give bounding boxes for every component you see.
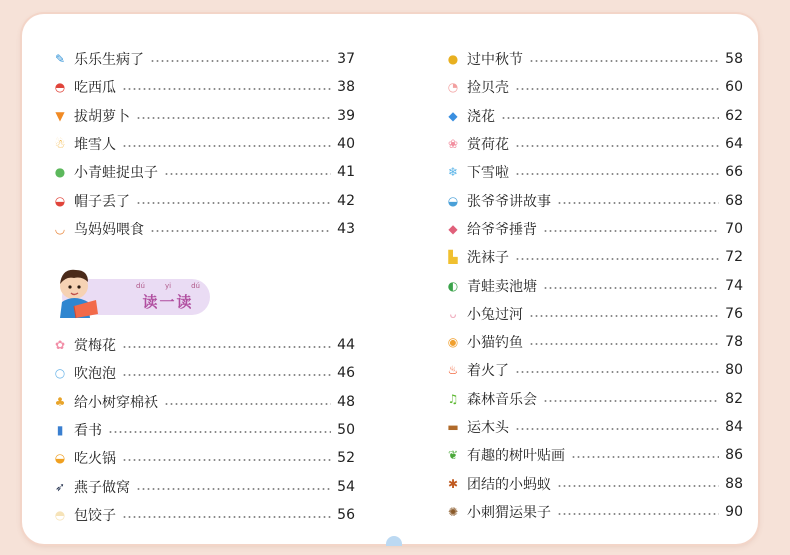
toc-entry-title: 乐乐生病了	[74, 52, 144, 69]
toc-entry[interactable]	[52, 388, 355, 416]
toc-entry-title: 小兔过河	[467, 306, 523, 323]
dot-leader	[515, 173, 719, 175]
toc-entry-page: 74	[725, 277, 743, 294]
dot-leader	[515, 428, 719, 430]
toc-entry-title: 拔胡萝卜	[74, 108, 130, 125]
toc-entry-page: 50	[337, 422, 355, 439]
lotus-icon: ❀	[447, 137, 459, 152]
section-title: 读一读	[142, 293, 194, 311]
toc-entry-page: 60	[725, 79, 743, 96]
toc-entry-page: 64	[725, 136, 743, 153]
watering-can-icon: ◆	[448, 108, 458, 123]
dot-leader	[529, 343, 719, 345]
toc-entry-page: 56	[337, 506, 355, 523]
pinyin-1: dú	[136, 282, 145, 290]
dumpling-icon: ◓	[54, 507, 66, 522]
dot-leader	[571, 456, 719, 458]
mooncake-icon: ●	[447, 52, 459, 67]
cat-icon: ◉	[447, 335, 459, 350]
toc-entry[interactable]	[52, 102, 355, 130]
toc-entry-title: 团结的小蚂蚁	[467, 476, 551, 493]
toc-entry-page: 43	[337, 220, 355, 237]
toc-entry-title: 给爷爷捶背	[467, 221, 537, 238]
toc-entry[interactable]	[52, 416, 355, 444]
toc-entry[interactable]	[52, 186, 355, 214]
toc-entry[interactable]	[445, 45, 743, 73]
carrot-icon: ▼	[55, 108, 65, 123]
toc-entry-title: 下雪啦	[467, 165, 509, 182]
leaf-icon: ❦	[447, 448, 459, 463]
dot-leader	[122, 88, 331, 90]
toc-entry[interactable]	[52, 215, 355, 243]
dot-leader	[515, 371, 719, 373]
toc-entry-page: 84	[725, 419, 743, 435]
tree-icon: ♣	[54, 394, 66, 409]
toc-entry-title: 燕子做窝	[74, 479, 130, 496]
hat-icon: ◒	[54, 193, 66, 208]
toc-entry-title: 堆雪人	[74, 137, 116, 154]
toc-entry-page: 48	[337, 393, 355, 410]
toc-entry[interactable]	[445, 300, 743, 328]
toc-entry-title: 小刺猬运果子	[467, 504, 551, 521]
dot-leader	[557, 202, 719, 204]
toc-right-list	[445, 45, 743, 526]
toc-entry-title: 洗袜子	[467, 250, 509, 267]
toc-entry[interactable]	[445, 271, 743, 299]
dot-leader	[543, 230, 719, 232]
dot-leader	[557, 485, 719, 487]
reading-boy-icon	[52, 264, 112, 320]
plum-blossom-icon: ✿	[54, 338, 66, 353]
toc-entry-title: 赏荷花	[467, 137, 509, 154]
toc-entry-title: 有趣的树叶贴画	[467, 448, 565, 465]
dot-leader	[108, 431, 331, 433]
toc-entry-page: 52	[337, 450, 355, 467]
toc-entry[interactable]	[52, 45, 355, 73]
pinyin-2: yi	[164, 282, 172, 290]
swallow-icon: ➶	[54, 479, 66, 494]
dot-leader	[150, 60, 331, 62]
pinyin-3: dú	[191, 282, 200, 290]
toc-entry[interactable]	[445, 328, 743, 356]
dot-leader	[529, 315, 719, 317]
dot-leader	[122, 516, 331, 518]
toc-entry-title: 森林音乐会	[467, 391, 537, 408]
toc-entry-title: 赏梅花	[74, 338, 116, 355]
dot-leader	[515, 258, 719, 260]
toc-entry-title: 吹泡泡	[74, 366, 116, 383]
watermelon-icon: ◓	[54, 80, 66, 95]
toc-entry[interactable]	[445, 498, 743, 526]
toc-left-bottom-list	[52, 331, 355, 529]
ant-icon: ✱	[447, 476, 459, 491]
toc-entry-page: 40	[337, 136, 355, 153]
book-icon: ▮	[56, 423, 64, 438]
toc-entry-page: 82	[725, 390, 743, 407]
toc-left-top-list	[52, 45, 355, 243]
toc-entry-title: 包饺子	[74, 507, 116, 524]
sock-icon: ▙	[448, 250, 458, 265]
music-note-icon: ♫	[447, 391, 459, 406]
toc-entry-page: 44	[337, 337, 355, 354]
bubble-wand-icon: ○	[54, 366, 66, 381]
dot-leader	[515, 88, 719, 90]
toc-entry[interactable]	[52, 331, 355, 359]
toc-entry-page: 46	[337, 365, 355, 382]
dot-leader	[136, 202, 331, 204]
toc-entry-page: 90	[725, 503, 743, 520]
fire-icon: ♨	[447, 363, 459, 378]
toc-entry[interactable]	[445, 186, 743, 214]
toc-entry[interactable]	[52, 472, 355, 500]
toc-entry[interactable]	[445, 469, 743, 497]
dot-leader	[529, 60, 719, 62]
toc-entry-title: 运木头	[467, 420, 509, 436]
toc-entry-page: 66	[725, 164, 743, 181]
dot-leader	[501, 117, 719, 119]
toc-entry-page: 78	[725, 334, 743, 351]
toc-entry-title: 青蛙卖池塘	[467, 278, 537, 295]
toc-entry-page: 62	[725, 107, 743, 124]
toc-entry[interactable]	[52, 158, 355, 186]
dot-leader	[164, 173, 331, 175]
toc-entry[interactable]	[445, 356, 743, 384]
toc-entry[interactable]	[445, 441, 743, 469]
toc-entry[interactable]	[52, 73, 355, 101]
dot-leader	[122, 459, 331, 461]
section-pinyin	[126, 282, 210, 290]
toc-entry[interactable]	[445, 130, 743, 158]
toc-entry-title: 张爷爷讲故事	[467, 193, 551, 210]
dot-leader	[150, 230, 331, 232]
toc-entry-page: 37	[337, 51, 355, 68]
toc-entry[interactable]	[445, 385, 743, 413]
toc-entry-title: 帽子丢了	[74, 193, 130, 210]
toc-entry-page: 41	[337, 164, 355, 181]
dot-leader	[164, 403, 331, 405]
snowman-icon: ☃	[54, 137, 66, 152]
dot-leader	[515, 145, 719, 147]
dot-leader	[557, 513, 719, 515]
dot-leader	[136, 488, 331, 490]
hotpot-icon: ◒	[54, 451, 66, 466]
toc-entry-page: 68	[725, 192, 743, 209]
toc-entry[interactable]	[445, 215, 743, 243]
toc-entry[interactable]	[445, 413, 743, 441]
pencil-icon: ✎	[54, 52, 66, 67]
toc-entry-page: 72	[725, 249, 743, 266]
dot-leader	[136, 117, 331, 119]
bird-nest-icon: ◡	[54, 221, 66, 236]
toc-entry[interactable]	[445, 243, 743, 271]
dot-leader	[122, 346, 331, 348]
toc-entry[interactable]	[52, 130, 355, 158]
toc-entry-page: 88	[725, 475, 743, 492]
toc-entry[interactable]	[445, 73, 743, 101]
toc-entry-title: 鸟妈妈喂食	[74, 221, 144, 238]
rabbit-icon: ᴗ	[449, 306, 457, 321]
toc-entry-page: 42	[337, 192, 355, 209]
toc-entry-title: 捡贝壳	[467, 80, 509, 97]
dot-leader	[122, 374, 331, 376]
toc-entry-page: 70	[725, 220, 743, 237]
log-icon: ▬	[447, 420, 459, 434]
dot-leader	[543, 287, 719, 289]
toc-entry-page: 80	[725, 362, 743, 379]
dot-leader	[122, 145, 331, 147]
toc-entry[interactable]	[52, 444, 355, 472]
toc-entry-title: 吃西瓜	[74, 80, 116, 97]
toc-entry[interactable]	[52, 359, 355, 387]
hedgehog-icon: ✺	[447, 504, 459, 519]
toc-entry[interactable]	[445, 102, 743, 130]
toc-entry[interactable]	[445, 158, 743, 186]
toc-entry-page: 58	[725, 51, 743, 68]
toc-entry-title: 小猫钓鱼	[467, 335, 523, 352]
section-header-read	[52, 264, 212, 312]
page-tab-marker	[386, 536, 402, 546]
toc-entry-title: 小青蛙捉虫子	[74, 165, 158, 182]
toc-entry-page: 39	[337, 107, 355, 124]
snowflake-icon: ❄	[447, 165, 459, 180]
toc-entry-page: 54	[337, 478, 355, 495]
toc-entry-page: 76	[725, 305, 743, 322]
frog-icon: ●	[54, 165, 66, 180]
toc-entry-title: 吃火锅	[74, 451, 116, 468]
toc-entry-title: 给小树穿棉袄	[74, 394, 158, 411]
toc-entry[interactable]	[52, 501, 355, 529]
toc-entry-page: 86	[725, 447, 743, 464]
lily-pad-icon: ◐	[447, 278, 459, 293]
toc-entry-title: 过中秋节	[467, 52, 523, 69]
hammer-icon: ◆	[448, 221, 458, 236]
teapot-icon: ◒	[447, 193, 459, 208]
toc-entry-page: 38	[337, 79, 355, 96]
toc-entry-title: 浇花	[467, 108, 495, 125]
toc-entry-title: 着火了	[467, 363, 509, 380]
dot-leader	[543, 400, 719, 402]
shell-icon: ◔	[447, 80, 459, 95]
toc-entry-title: 看书	[74, 423, 102, 440]
